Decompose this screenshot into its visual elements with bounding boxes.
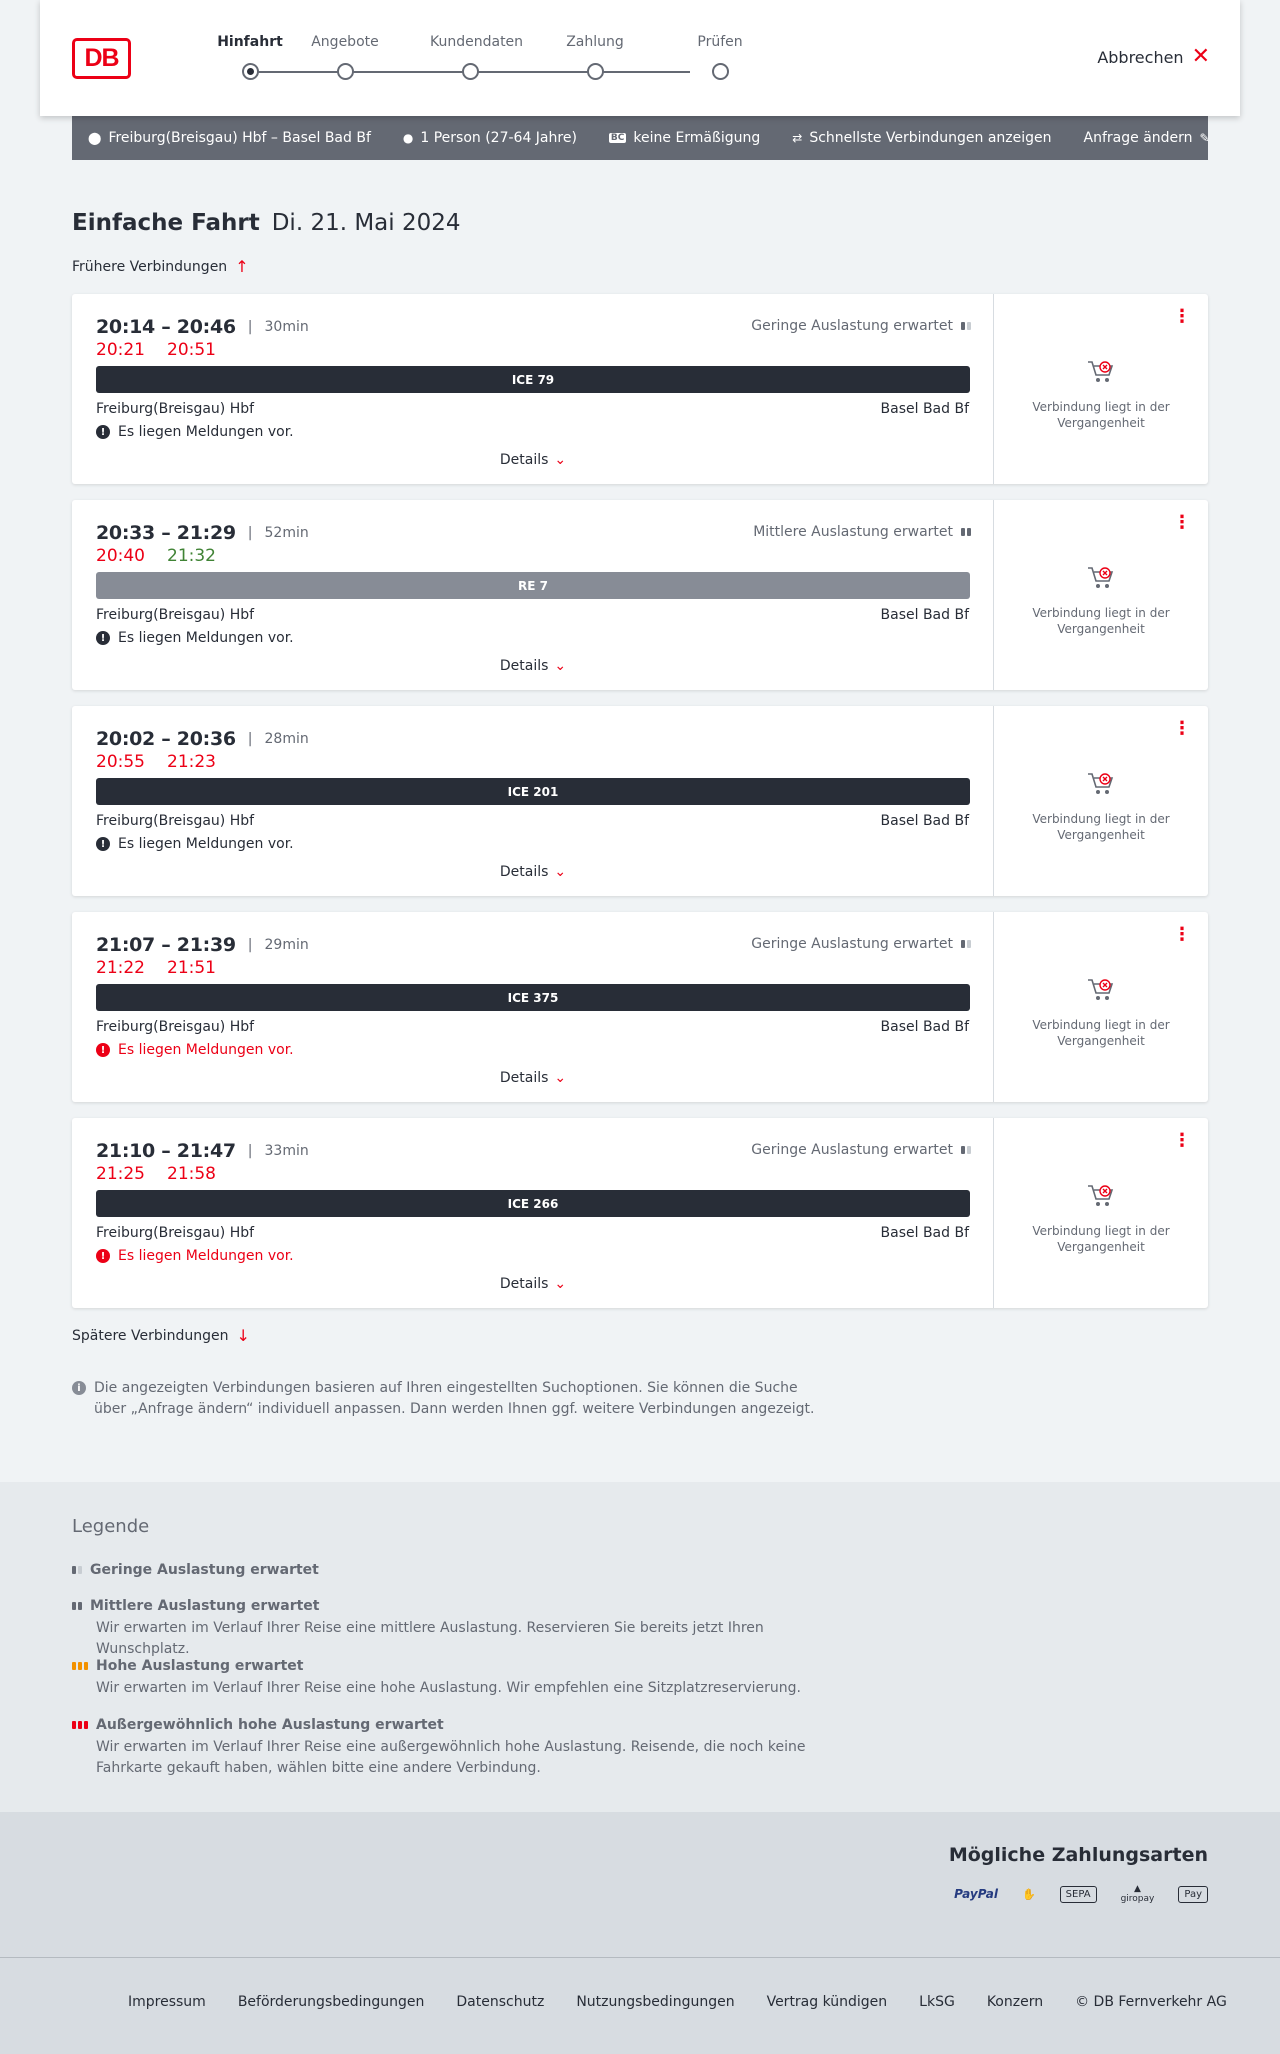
route-summary xyxy=(88,130,371,146)
message-text: Es liegen Meldungen vor. xyxy=(118,630,294,646)
connection-main xyxy=(72,1118,994,1308)
person-icon: ● xyxy=(402,131,414,145)
close-icon: ✕ xyxy=(1191,44,1210,69)
arrow-up-icon: ↑ xyxy=(235,257,249,276)
info-icon: i xyxy=(72,1381,86,1395)
legend-item-title: Hohe Auslastung erwartet xyxy=(96,1658,304,1674)
option-summary xyxy=(792,130,1051,146)
realtime-times xyxy=(96,1164,216,1184)
past-connection-text: Verbindung liegt in der Vergangenheit xyxy=(1032,1224,1170,1254)
planned-times: 21:07 – 21:39 xyxy=(96,934,236,956)
footer-links xyxy=(128,1994,1227,2010)
details-toggle[interactable] xyxy=(72,864,994,880)
planned-times: 20:02 – 20:36 xyxy=(96,728,236,750)
realtime-arrival: 21:51 xyxy=(167,958,216,978)
step-label: Prüfen xyxy=(697,34,743,50)
train-bar xyxy=(96,572,970,599)
credit-card-icon: ✋ xyxy=(1021,1887,1036,1901)
messages-notice xyxy=(96,836,294,852)
legend-item-description: Wir erwarten im Verlauf Ihrer Reise eine hohe Auslastung. Wir empfehlen eine Sitzplatzreservierung. xyxy=(96,1680,801,1696)
applepay-label: Pay xyxy=(1184,1888,1202,1900)
payment-title: Mögliche Zahlungsarten xyxy=(948,1844,1208,1866)
train-name: RE 7 xyxy=(518,578,548,593)
planned-times: 20:33 – 21:29 xyxy=(96,522,236,544)
earlier-connections-link[interactable] xyxy=(72,257,249,276)
paypal-logo xyxy=(954,1887,998,1901)
applepay-logo xyxy=(1178,1886,1208,1903)
step-label: Kundendaten xyxy=(430,34,524,50)
footer-link-vertrag-kuendigen[interactable]: Vertrag kündigen xyxy=(766,1994,888,2010)
occupancy-info xyxy=(751,936,971,952)
separator: | xyxy=(247,731,253,747)
page-footer xyxy=(0,1958,1280,2054)
connection-card[interactable] xyxy=(72,294,1208,484)
occupancy-info xyxy=(753,524,971,540)
chevron-down-icon: ⌄ xyxy=(554,452,567,468)
realtime-departure: 20:55 xyxy=(96,752,145,772)
alert-icon: ! xyxy=(96,1249,110,1263)
occupancy-high-icon xyxy=(72,1662,88,1670)
cart-unavailable-icon xyxy=(1086,1182,1116,1208)
connection-times xyxy=(96,934,309,956)
bahncard-icon: BC xyxy=(610,133,625,143)
db-logo-text: DB xyxy=(84,44,119,72)
discount-text: keine Ermäßigung xyxy=(633,130,761,146)
details-label: Details xyxy=(499,1276,549,1292)
planned-times: 21:10 – 21:47 xyxy=(96,1140,236,1162)
more-menu-icon[interactable]: ⋮ xyxy=(1173,512,1191,533)
legend-title: Legende xyxy=(72,1516,150,1537)
chevron-down-icon: ⌄ xyxy=(554,1070,567,1086)
notice-text: Die angezeigten Verbindungen basieren auf Ihren eingestellten Suchoptionen. Sie können die Suche über „Anfrage ändern“ individuell anpassen. Dann werden Ihnen ggf. weitere Verbindungen angezeigt. xyxy=(94,1380,815,1417)
connection-side xyxy=(994,1118,1208,1308)
location-pin-icon: ⬤ xyxy=(88,131,102,145)
duration: 30min xyxy=(264,319,309,335)
option-text: Schnellste Verbindungen anzeigen xyxy=(809,130,1052,146)
occupancy-low-icon xyxy=(72,1566,82,1574)
sepa-logo xyxy=(1060,1886,1097,1903)
alert-icon: ! xyxy=(96,837,110,851)
more-menu-icon[interactable]: ⋮ xyxy=(1173,306,1191,327)
connection-side xyxy=(994,294,1208,484)
results-title xyxy=(72,210,461,236)
step-dot xyxy=(587,63,604,80)
message-text: Es liegen Meldungen vor. xyxy=(118,1042,294,1058)
footer-copyright: © DB Fernverkehr AG xyxy=(1075,1994,1227,2010)
search-summary-bar xyxy=(72,116,1208,160)
connection-times xyxy=(96,1140,309,1162)
payment-section xyxy=(0,1812,1280,1958)
cancel-label: Abbrechen xyxy=(1097,47,1184,67)
train-name: ICE 266 xyxy=(507,1196,559,1211)
legend-item-high xyxy=(72,1658,852,1699)
giropay-label: giropay xyxy=(1120,1894,1155,1904)
chevron-down-icon: ⌄ xyxy=(554,1276,567,1292)
arrival-station: Basel Bad Bf xyxy=(880,607,969,623)
step-zahlung[interactable] xyxy=(555,34,635,54)
connection-side xyxy=(994,912,1208,1102)
step-kundendaten[interactable] xyxy=(430,34,524,54)
occupancy-info xyxy=(751,318,971,334)
occupancy-extreme-icon xyxy=(72,1721,88,1729)
connection-main xyxy=(72,500,994,690)
connection-times xyxy=(96,522,309,544)
realtime-times xyxy=(96,340,216,360)
train-bar xyxy=(96,366,970,393)
route-text: Freiburg(Breisgau) Hbf – Basel Bad Bf xyxy=(108,130,371,146)
message-text: Es liegen Meldungen vor. xyxy=(118,1248,294,1264)
arrival-station: Basel Bad Bf xyxy=(880,401,969,417)
details-toggle[interactable] xyxy=(72,1070,994,1086)
separator: | xyxy=(247,1143,253,1159)
booking-stepper xyxy=(210,34,743,84)
trip-date: Di. 21. Mai 2024 xyxy=(271,210,461,236)
occupancy-info xyxy=(751,1142,971,1158)
paypal-label: PayPal xyxy=(954,1887,998,1901)
occupancy-medium-icon xyxy=(961,528,971,536)
realtime-times xyxy=(96,546,216,566)
message-text: Es liegen Meldungen vor. xyxy=(118,836,294,852)
connection-main xyxy=(72,706,994,896)
chevron-down-icon: ⌄ xyxy=(554,658,567,674)
realtime-departure: 20:21 xyxy=(96,340,145,360)
alert-icon: ! xyxy=(96,631,110,645)
connection-times xyxy=(96,728,309,750)
departure-station: Freiburg(Breisgau) Hbf xyxy=(96,1019,255,1035)
train-name: ICE 375 xyxy=(507,990,559,1005)
footer-link-lksg[interactable]: LkSG xyxy=(919,1994,955,2010)
swap-arrows-icon: ⇄ xyxy=(792,131,803,145)
realtime-arrival: 21:58 xyxy=(167,1164,216,1184)
messages-notice xyxy=(96,630,294,646)
step-pruefen[interactable] xyxy=(680,34,760,54)
pencil-icon: ✎ xyxy=(1199,131,1210,145)
step-dot xyxy=(242,63,259,80)
train-name: ICE 201 xyxy=(507,784,559,799)
cart-unavailable-icon xyxy=(1086,358,1116,384)
legend-item-title: Außergewöhnlich hohe Auslastung erwartet xyxy=(96,1717,444,1733)
departure-station: Freiburg(Breisgau) Hbf xyxy=(96,607,255,623)
more-menu-icon[interactable]: ⋮ xyxy=(1173,718,1191,739)
occupancy-text: Geringe Auslastung erwartet xyxy=(751,1142,953,1158)
later-label: Spätere Verbindungen xyxy=(72,1327,229,1344)
step-label: Zahlung xyxy=(566,34,624,50)
step-hinfahrt[interactable] xyxy=(210,34,290,54)
step-dot xyxy=(337,63,354,80)
occupancy-text: Mittlere Auslastung erwartet xyxy=(753,524,953,540)
step-dot xyxy=(712,63,729,80)
past-connection-text: Verbindung liegt in der Vergangenheit xyxy=(1032,606,1170,636)
legend-item-medium xyxy=(72,1598,852,1660)
footer-link-befoerderungsbedingungen[interactable]: Beförderungsbedingungen xyxy=(237,1994,425,2010)
cart-unavailable-icon xyxy=(1086,564,1116,590)
departure-station: Freiburg(Breisgau) Hbf xyxy=(96,1225,255,1241)
earlier-label: Frühere Verbindungen xyxy=(72,258,228,275)
chevron-down-icon: ⌄ xyxy=(554,864,567,880)
edit-request-button[interactable] xyxy=(1084,130,1210,146)
legend-item-low xyxy=(72,1562,852,1578)
footer-link-nutzungsbedingungen[interactable]: Nutzungsbedingungen xyxy=(576,1994,735,2010)
more-menu-icon[interactable]: ⋮ xyxy=(1173,924,1191,945)
alert-icon: ! xyxy=(96,425,110,439)
footer-link-impressum[interactable]: Impressum xyxy=(128,1994,206,2010)
realtime-departure: 21:22 xyxy=(96,958,145,978)
footer-link-konzern[interactable]: Konzern xyxy=(986,1994,1044,2010)
step-angebote[interactable] xyxy=(305,34,385,54)
details-toggle[interactable] xyxy=(72,452,994,468)
alert-icon: ! xyxy=(96,1043,110,1057)
arrival-station: Basel Bad Bf xyxy=(880,1019,969,1035)
legend-item-title: Mittlere Auslastung erwartet xyxy=(90,1598,320,1614)
later-connections-link[interactable] xyxy=(72,1326,250,1345)
train-bar xyxy=(96,1190,970,1217)
connection-card[interactable] xyxy=(72,912,1208,1102)
occupancy-medium-icon xyxy=(72,1602,82,1610)
connection-card[interactable] xyxy=(72,706,1208,896)
duration: 29min xyxy=(264,937,309,953)
details-label: Details xyxy=(499,452,549,468)
separator: | xyxy=(247,319,253,335)
step-dot xyxy=(462,63,479,80)
connection-side xyxy=(994,706,1208,896)
occupancy-low-icon xyxy=(961,940,971,948)
arrow-down-icon: ↓ xyxy=(236,1326,250,1345)
footer-link-datenschutz[interactable]: Datenschutz xyxy=(456,1994,545,2010)
arrival-station: Basel Bad Bf xyxy=(880,813,969,829)
cart-unavailable-icon xyxy=(1086,976,1116,1002)
occupancy-low-icon xyxy=(961,1146,971,1154)
separator: | xyxy=(247,937,253,953)
connection-side xyxy=(994,500,1208,690)
legend-item-title: Geringe Auslastung erwartet xyxy=(90,1562,319,1578)
realtime-arrival: 21:23 xyxy=(167,752,216,772)
giropay-logo xyxy=(1121,1884,1155,1904)
messages-notice xyxy=(96,1042,294,1058)
realtime-departure: 21:25 xyxy=(96,1164,145,1184)
occupancy-text: Geringe Auslastung erwartet xyxy=(751,936,953,952)
occupancy-text: Geringe Auslastung erwartet xyxy=(751,318,953,334)
cancel-button[interactable] xyxy=(1097,46,1210,68)
separator: | xyxy=(247,525,253,541)
connection-card[interactable] xyxy=(72,1118,1208,1308)
travellers-text: 1 Person (27-64 Jahre) xyxy=(420,130,577,146)
search-notice xyxy=(72,1378,832,1420)
legend-item-description: Wir erwarten im Verlauf Ihrer Reise eine außergewöhnlich hohe Auslastung. Reisende, die noch keine Fahrkarte gekauft haben, wählen bitte eine andere Verbindung. xyxy=(96,1739,806,1776)
sepa-label: SEPA xyxy=(1065,1888,1091,1900)
giropay-mark: ▲ xyxy=(1134,1884,1141,1894)
legend-section xyxy=(0,1482,1280,1812)
realtime-times xyxy=(96,958,216,978)
connection-card[interactable] xyxy=(72,500,1208,690)
train-bar xyxy=(96,984,970,1011)
messages-notice xyxy=(96,424,294,440)
arrival-station: Basel Bad Bf xyxy=(880,1225,969,1241)
edit-request-label: Anfrage ändern xyxy=(1083,130,1193,146)
more-menu-icon[interactable]: ⋮ xyxy=(1173,1130,1191,1151)
messages-notice xyxy=(96,1248,294,1264)
discount-summary xyxy=(609,130,760,146)
past-connection-text: Verbindung liegt in der Vergangenheit xyxy=(1032,812,1170,842)
duration: 28min xyxy=(264,731,309,747)
departure-station: Freiburg(Breisgau) Hbf xyxy=(96,401,255,417)
cart-unavailable-icon xyxy=(1086,770,1116,796)
realtime-arrival: 21:32 xyxy=(167,546,216,566)
details-toggle[interactable] xyxy=(72,658,994,674)
realtime-arrival: 20:51 xyxy=(167,340,216,360)
connection-main xyxy=(72,912,994,1102)
occupancy-low-icon xyxy=(961,322,971,330)
duration: 33min xyxy=(264,1143,309,1159)
connection-main xyxy=(72,294,994,484)
step-label: Angebote xyxy=(311,34,379,50)
page-header xyxy=(40,0,1240,116)
train-name: ICE 79 xyxy=(511,372,555,387)
past-connection-text: Verbindung liegt in der Vergangenheit xyxy=(1032,1018,1170,1048)
step-label: Hinfahrt xyxy=(217,34,283,50)
planned-times: 20:14 – 20:46 xyxy=(96,316,236,338)
duration: 52min xyxy=(264,525,309,541)
realtime-departure: 20:40 xyxy=(96,546,145,566)
train-bar xyxy=(96,778,970,805)
details-label: Details xyxy=(499,864,549,880)
past-connection-text: Verbindung liegt in der Vergangenheit xyxy=(1032,400,1170,430)
legend-item-extreme xyxy=(72,1717,852,1779)
details-label: Details xyxy=(499,1070,549,1086)
details-toggle[interactable] xyxy=(72,1276,994,1292)
travellers-summary xyxy=(403,130,577,146)
trip-type: Einfache Fahrt xyxy=(72,210,260,236)
db-logo[interactable] xyxy=(72,38,131,79)
realtime-times xyxy=(96,752,216,772)
legend-item-description: Wir erwarten im Verlauf Ihrer Reise eine mittlere Auslastung. Reservieren Sie bereits jetzt Ihren Wunschplatz. xyxy=(96,1620,764,1657)
payment-methods xyxy=(954,1884,1208,1904)
message-text: Es liegen Meldungen vor. xyxy=(118,424,294,440)
connection-times xyxy=(96,316,309,338)
details-label: Details xyxy=(499,658,549,674)
departure-station: Freiburg(Breisgau) Hbf xyxy=(96,813,255,829)
